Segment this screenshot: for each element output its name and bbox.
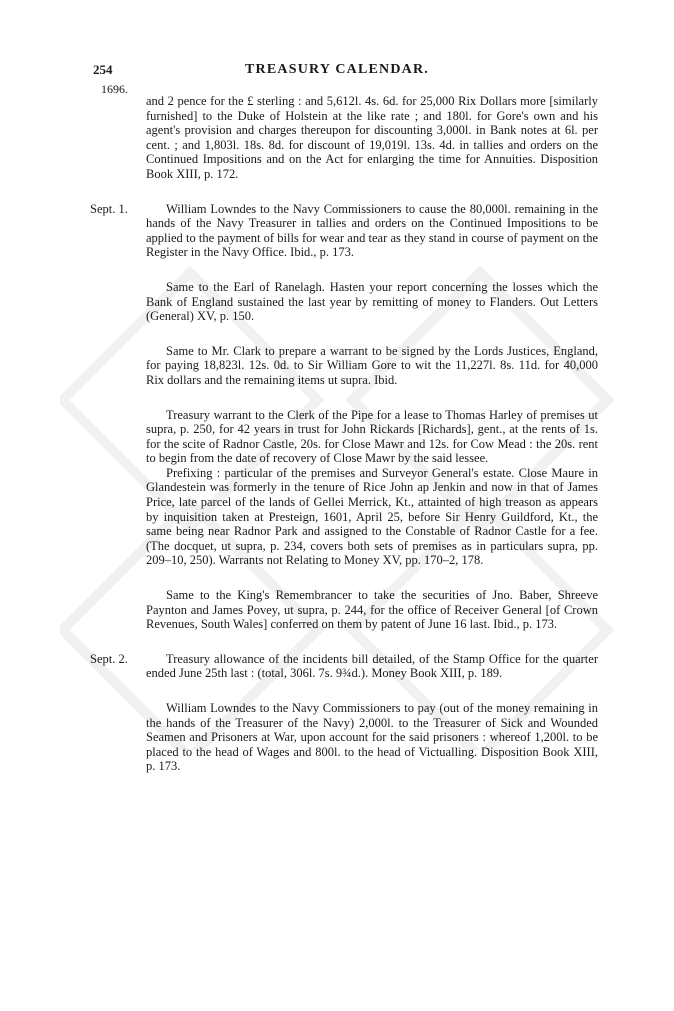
paragraph: Prefixing : particular of the premises and Surveyor General's estate. Close Maure in Glandestein was formerly in the tenure of Rice John ap Jenkin and now in that of James Price, late parcel of the lands of Gellei Merrick, Kt., attainted of high treason as appears by inquisition taken at Presteign, 1601, April 25, before Sir Henry Guildford, Kt., the same being near Radnor Park and assigned to the Constable of Radnor Castle for a fee. (The docquet, ut supra, p. 234, covers both sets of premises as in particulars supra, pp. 209–10, 250). Warrants not Relating to Money XV, pp. 170–2, 178. <box>146 465 598 568</box>
paragraph: Same to the King's Remembrancer to take the securities of Jno. Baber, Shreeve Paynton and James Povey, ut supra, p. 244, for the office of Receiver General [of Crown Revenues, South Wales] conferred on them by patent of June 16 last. Ibid., p. 173. <box>146 588 598 632</box>
entry <box>90 202 610 260</box>
paragraph: Treasury allowance of the incidents bill detailed, of the Stamp Office for the quarter ended June 25th last : (total, 306l. 7s. 9¾d.). Money Book XIII, p. 189. <box>146 651 598 681</box>
entry <box>90 344 610 388</box>
page-number: 254 <box>93 62 113 77</box>
paragraph: William Lowndes to the Navy Commissioners to pay (out of the money remaining in the hands of the Treasurer of the Navy) 2,000l. to the Treasurer of Sick and Wounded Seamen and Prisoners at War, upon account for the said prisoners : whereof 1,200l. to be placed to the head of Wages and 800l. to the head of Victualling. Disposition Book XIII, p. 173. <box>146 701 598 774</box>
entry <box>90 280 610 324</box>
entry-date: Sept. 2. <box>90 651 128 666</box>
entry <box>90 94 610 182</box>
paragraph: Treasury warrant to the Clerk of the Pipe for a lease to Thomas Harley of premises ut supra, p. 250, for 42 years in trust for John Rickards [Richards], gent., at the rents of 1s. for the scite of Radnor Castle, 20s. for Close Mawr and 12s. for Cow Mead : the 20s. rent to begin from the date of recovery of Close Mawr by the said lessee. <box>146 407 598 466</box>
entry <box>90 408 610 569</box>
entry-date: Sept. 1. <box>90 201 128 216</box>
year-marker: 1696. <box>101 82 128 96</box>
paragraph: Same to Mr. Clark to prepare a warrant to be signed by the Lords Justices, England, for paying 18,823l. 12s. 0d. to Sir William Gore to wit the 11,227l. 8s. 11d. for 40,000 Rix dollars and the remaining items ut supra. Ibid. <box>146 343 598 387</box>
entry <box>90 701 610 774</box>
running-title: TREASURY CALENDAR. <box>245 62 429 77</box>
paragraph: William Lowndes to the Navy Commissioners to cause the 80,000l. remaining in the hands of the Navy Treasurer in tallies and orders on the Continued Impositions to be applied to the payment of bills for wear and tear as they stand in course of payment on the Register in the Navy Office. Ibid., p. 173. <box>146 201 598 260</box>
page-header <box>0 62 674 82</box>
entry <box>90 588 610 632</box>
document-body <box>90 94 610 774</box>
paragraph: and 2 pence for the £ sterling : and 5,612l. 4s. 6d. for 25,000 Rix Dollars more [similarly furnished] to the Duke of Holstein at the like rate ; and 180l. for Gore's own and his agent's provision and charges thereupon for discounting 3,000l. in Bank notes at 6l. per cent. ; and 1,803l. 18s. 8d. for discount of 19,019l. 13s. 4d. in tallies and orders on the Continued Impositions and on the Act for enlarging the time for Annuities. Disposition Book XIII, p. 172. <box>146 94 598 181</box>
paragraph: Same to the Earl of Ranelagh. Hasten your report concerning the losses which the Bank of England sustained the last year by remitting of money to Flanders. Out Letters (General) XV, p. 150. <box>146 279 598 324</box>
entry <box>90 652 610 681</box>
